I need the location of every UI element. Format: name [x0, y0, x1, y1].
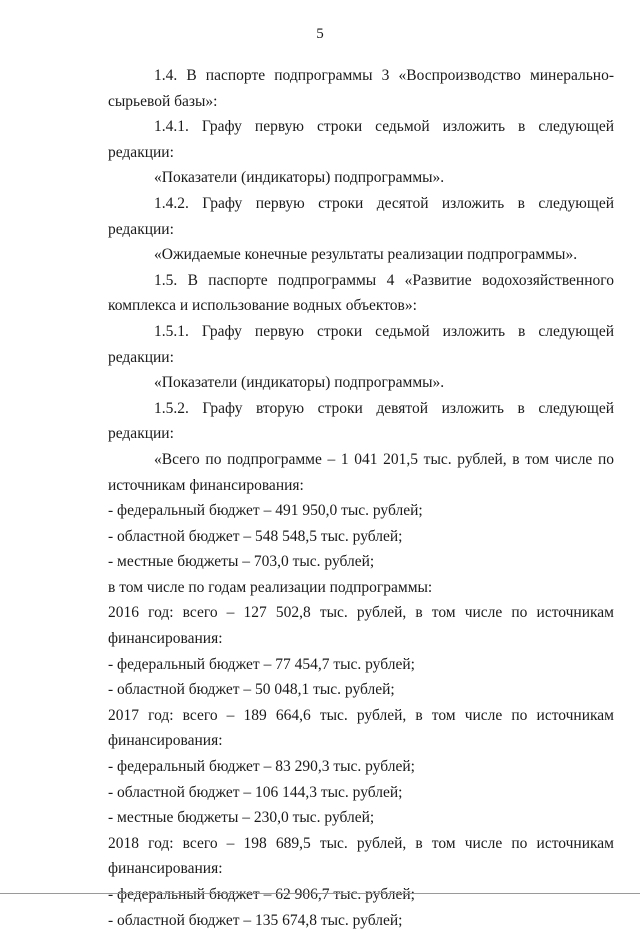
list-item-regional-total: - областной бюджет – 548 548,5 тыс. рублей;: [108, 527, 403, 545]
bottom-scan-line: [0, 893, 640, 894]
list-item-regional-2016: - областной бюджет – 50 048,1 тыс. рублей;: [108, 681, 395, 699]
list-item-local-total: - местные бюджеты – 703,0 тыс. рублей;: [108, 553, 375, 571]
list-item-federal-2017: - федеральный бюджет – 83 290,3 тыс. рублей;: [108, 758, 415, 776]
paragraph-quote-results: «Ожидаемые конечные результаты реализации подпрограммы».: [154, 246, 578, 264]
paragraph-1-5: 1.5. В паспорте подпрограммы 4 «Развитие водохозяйственного комплекса и использование водных объектов»:: [108, 271, 614, 315]
list-item-federal-2016: - федеральный бюджет – 77 454,7 тыс. рублей;: [108, 655, 415, 673]
paragraph-by-years: в том числе по годам реализации подпрограммы:: [108, 578, 433, 596]
paragraph-1-5-2: 1.5.2. Графу вторую строки девятой изложить в следующей редакции:: [108, 399, 614, 443]
list-item-local-2017: - местные бюджеты – 230,0 тыс. рублей;: [108, 809, 375, 827]
list-item-federal-2018: - федеральный бюджет – 62 906,7 тыс. рублей;: [108, 886, 415, 903]
page-number: 5: [316, 26, 324, 42]
list-item-regional-2017: - областной бюджет – 106 144,3 тыс. рублей;: [108, 783, 403, 801]
document-body: [108, 63, 614, 933]
list-item-federal-total: - федеральный бюджет – 491 950,0 тыс. рублей;: [108, 502, 423, 520]
paragraph-1-4: 1.4. В паспорте подпрограммы 3 «Воспроизводство минерально-сырьевой базы»:: [108, 67, 614, 110]
paragraph-1-4-1: 1.4.1. Графу первую строки седьмой изложить в следующей редакции:: [108, 118, 614, 161]
paragraph-1-4-2: 1.4.2. Графу первую строки десятой изложить в следующей редакции:: [108, 194, 614, 238]
paragraph-quote-indicators-2: «Показатели (индикаторы) подпрограммы».: [154, 374, 445, 392]
paragraph-year-2018: 2018 год: всего – 198 689,5 тыс. рублей, в том числе по источникам финансирования:: [108, 834, 614, 878]
paragraph-year-2017: 2017 год: всего – 189 664,6 тыс. рублей, в том числе по источникам финансирования:: [108, 706, 614, 750]
paragraph-total-funding: «Всего по подпрограмме – 1 041 201,5 тыс. рублей, в том числе по источникам финансирования:: [108, 450, 614, 494]
paragraph-quote-indicators-1: «Показатели (индикаторы) подпрограммы».: [154, 169, 445, 187]
paragraph-year-2016: 2016 год: всего – 127 502,8 тыс. рублей, в том числе по источникам финансирования:: [108, 604, 614, 648]
paragraph-1-5-1: 1.5.1. Графу первую строки седьмой изложить в следующей редакции:: [108, 322, 614, 366]
list-item-regional-2018: - областной бюджет – 135 674,8 тыс. рублей;: [108, 911, 403, 929]
